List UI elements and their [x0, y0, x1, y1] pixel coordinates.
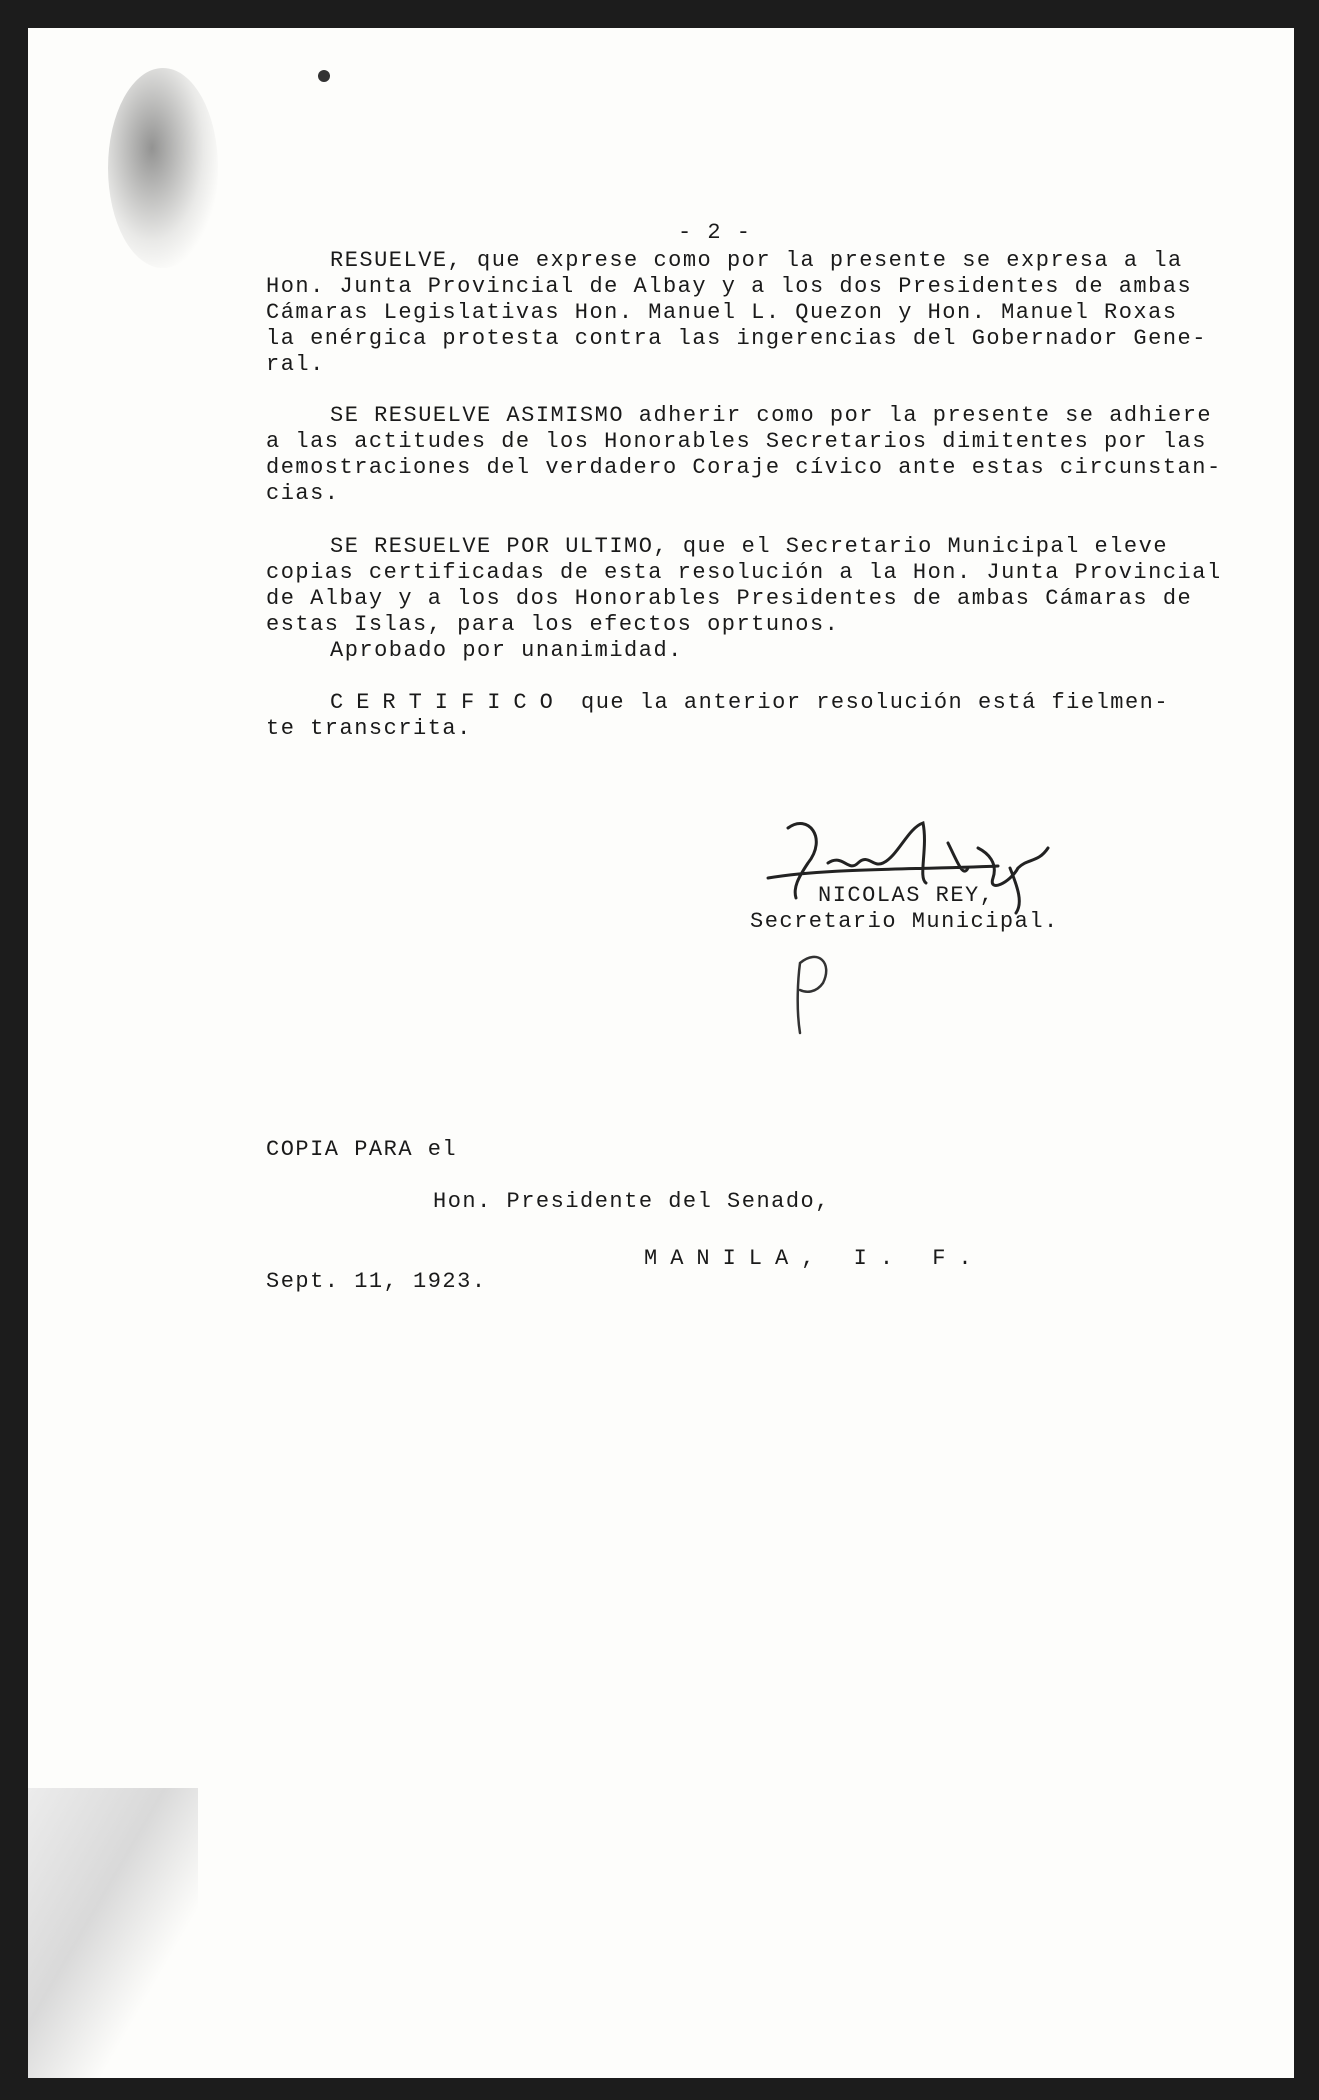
para1-line-4: la enérgica protesta contra las ingerencias del Gobernador Gene-	[266, 326, 1207, 351]
copy-recipient: Hon. Presidente del Senado,	[433, 1189, 830, 1214]
para3-line-5: Aprobado por unanimidad.	[330, 638, 683, 663]
para1-line-5: ral.	[266, 352, 325, 377]
document-date: Sept. 11, 1923.	[266, 1269, 487, 1294]
para2-line-3: demostraciones del verdadero Coraje cívico ante estas circunstan-	[266, 455, 1222, 480]
torn-corner	[28, 1788, 198, 2078]
para3-line-1: SE RESUELVE POR ULTIMO, que el Secretario Municipal eleve	[330, 534, 1169, 559]
copy-place: MANILA, I. F.	[644, 1246, 985, 1271]
certify-line-2: te transcrita.	[266, 716, 472, 741]
para2-line-4: cias.	[266, 481, 340, 506]
para1-line-1: RESUELVE, que exprese como por la presente se expresa a la	[330, 248, 1183, 273]
para1-line-2: Hon. Junta Provincial de Albay y a los dos Presidentes de ambas	[266, 274, 1193, 299]
copy-heading: COPIA PARA el	[266, 1137, 458, 1162]
para3-line-2: copias certificadas de esta resolución a la Hon. Junta Provincial	[266, 560, 1222, 585]
para3-line-4: estas Islas, para los efectos oprtunos.	[266, 612, 840, 637]
document-page	[28, 28, 1294, 2078]
ink-smudge	[108, 68, 218, 268]
page-number: - 2 -	[678, 220, 752, 245]
para2-line-1: SE RESUELVE ASIMISMO adherir como por la presente se adhiere	[330, 403, 1213, 428]
signatory-name: NICOLAS REY,	[818, 883, 995, 908]
para3-line-3: de Albay y a los dos Honorables Presidentes de ambas Cámaras de	[266, 586, 1193, 611]
para2-line-2: a las actitudes de los Honorables Secretarios dimitentes por las	[266, 429, 1207, 454]
certify-word: CERTIFICO	[330, 690, 566, 715]
certify-text: que la anterior resolución está fielmen-	[581, 690, 1170, 715]
handwritten-p-mark	[788, 948, 838, 1038]
ink-dot	[318, 70, 330, 82]
para1-line-3: Cámaras Legislativas Hon. Manuel L. Quezon y Hon. Manuel Roxas	[266, 300, 1178, 325]
signatory-title: Secretario Municipal.	[750, 909, 1059, 934]
